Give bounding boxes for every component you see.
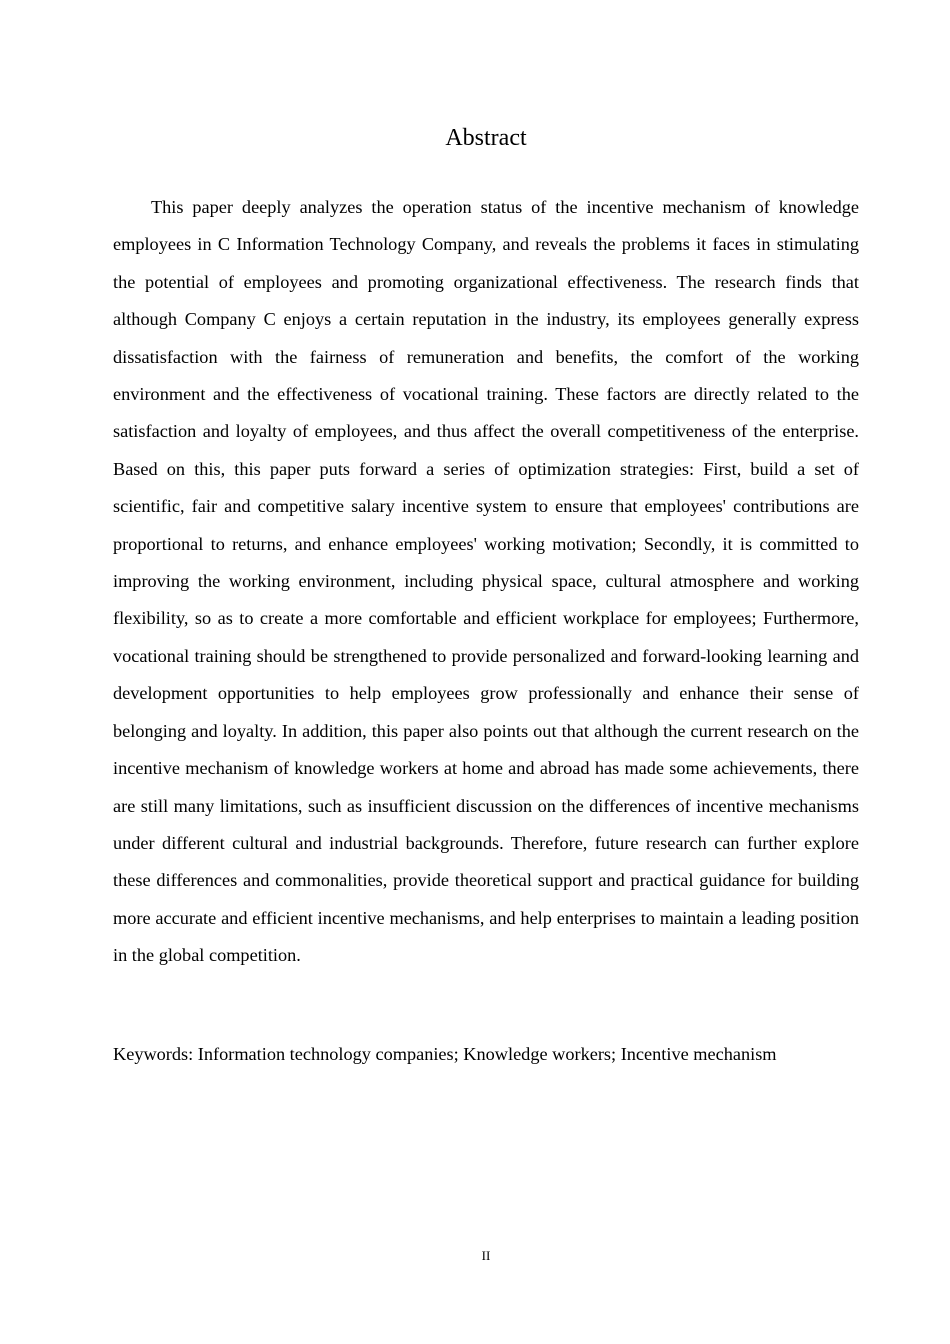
keywords-line: Keywords: Information technology companies; Knowledge workers; Incentive mechanism bbox=[113, 1044, 777, 1064]
abstract-title: Abstract bbox=[445, 125, 527, 151]
page-number: II bbox=[481, 1248, 491, 1263]
abstract-paragraph: This paper deeply analyzes the operation status of the incentive mechanism of knowledge employees in C Information Technology Company, and reveals the problems it faces in stimulating the potential of employees and promoting organizational effectiveness. The research finds that although Company C enjoys a certain reputation in the industry, its employees generally express dissatisfaction with the fairness of remuneration and benefits, the comfort of the working environment and the effectiveness of vocational training. These factors are directly related to the satisfaction and loyalty of employees, and thus affect the overall competitiveness of the enterprise. Based on this, this paper puts forward a series of optimization strategies: First, build a set of scientific, fair and competitive salary incentive system to ensure that employees' contributions are proportional to returns, and enhance employees' working motivation; Secondly, it is committed to improving the working environment, including physical space, cultural atmosphere and working flexibility, so as to create a more comfortable and efficient workplace for employees; Furthermore, vocational training should be strengthened to provide personalized and forward-looking learning and development opportunities to help employees grow professionally and enhance their sense of belonging and loyalty. In addition, this paper also points out that although the current research on the incentive mechanism of knowledge workers at home and abroad has made some achievements, there are still many limitations, such as insufficient discussion on the differences of incentive mechanisms under different cultural and industrial backgrounds. Therefore, future research can further explore these differences and commonalities, provide theoretical support and practical guidance for building more accurate and efficient incentive mechanisms, and help enterprises to maintain a leading position in the global competition. bbox=[113, 197, 859, 966]
